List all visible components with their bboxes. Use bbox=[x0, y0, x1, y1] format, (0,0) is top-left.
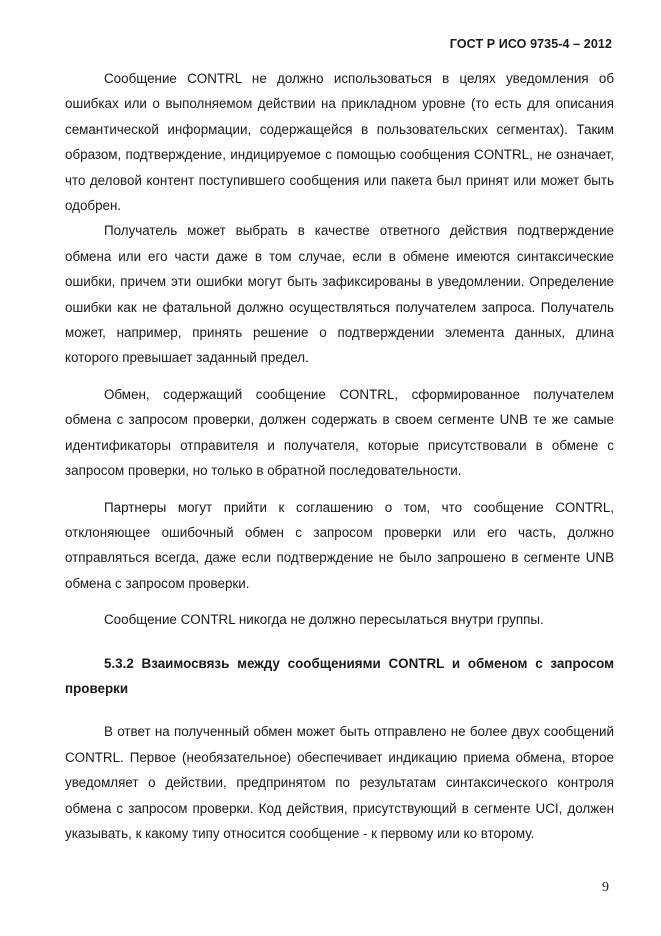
spacer bbox=[65, 633, 614, 651]
paragraph-receiver-choice: Получатель может выбрать в качестве ответного действия подтверждение обмена или его части даже в том случае, если в обмене имеются синтаксические ошибки, причем эти ошибки могут быть зафиксированы в уведомлении. Определение ошибки как не фатальной должно осуществляться получателем запроса. Получатель может, например, принять решение о подтверждении элемента данных, длина которого превышает заданный предел. bbox=[65, 223, 614, 366]
page-number: 9 bbox=[602, 880, 609, 895]
paragraph-no-group-forwarding: Сообщение CONTRL никогда не должно пересылаться внутри группы. bbox=[104, 612, 544, 628]
section-body-paragraph: В ответ на полученный обмен может быть отправлено не более двух сообщений CONTRL. Первое (необязательное) обеспечивает индикацию приема обмена, второе уведомляет о действии, предпринятом по результатам синтаксического контроля обмена с запросом проверки. Код действия, присутствующий в сегменте UCI, должен указывать, к какому типу относится сообщение - к первому или ко второму. bbox=[65, 724, 614, 841]
section-title: 5.3.2 Взаимосвязь между сообщениями CONTRL и обменом с запросом проверки bbox=[65, 655, 614, 696]
paragraph-partner-agreement: Партнеры могут прийти к соглашению о том, что сообщение CONTRL, отклоняющее ошибочный обмен с запросом проверки или его часть, должно отправляться всегда, даже если подтверждение не было запрошено в сегменте UNB обмена с запросом проверки. bbox=[65, 499, 614, 591]
document-body bbox=[65, 66, 614, 846]
document-header: ГОСТ Р ИСО 9735-4 – 2012 bbox=[449, 37, 612, 51]
spacer bbox=[65, 701, 614, 719]
paragraph-contrl-usage: Сообщение CONTRL не должно использоваться в целях уведомления об ошибках или о выполняемом действии на прикладном уровне (то есть для описания семантической информации, содержащейся в пользовательских сегментах). Таким образом, подтверждение, индицируемое с помощью сообщения CONTRL, не означает, что деловой контент поступившего сообщения или пакета был принят или может быть одобрен. bbox=[65, 71, 614, 214]
spacer bbox=[65, 484, 614, 495]
paragraph-unb-identifiers: Обмен, содержащий сообщение CONTRL, сформированное получателем обмена с запросом проверки, должен содержать в своем сегменте UNB те же самые идентификаторы отправителя и получателя, которые присутствовали в обмене с запросом проверки, но только в обратной последовательности. bbox=[65, 386, 614, 479]
spacer bbox=[65, 371, 614, 382]
spacer bbox=[65, 596, 614, 607]
